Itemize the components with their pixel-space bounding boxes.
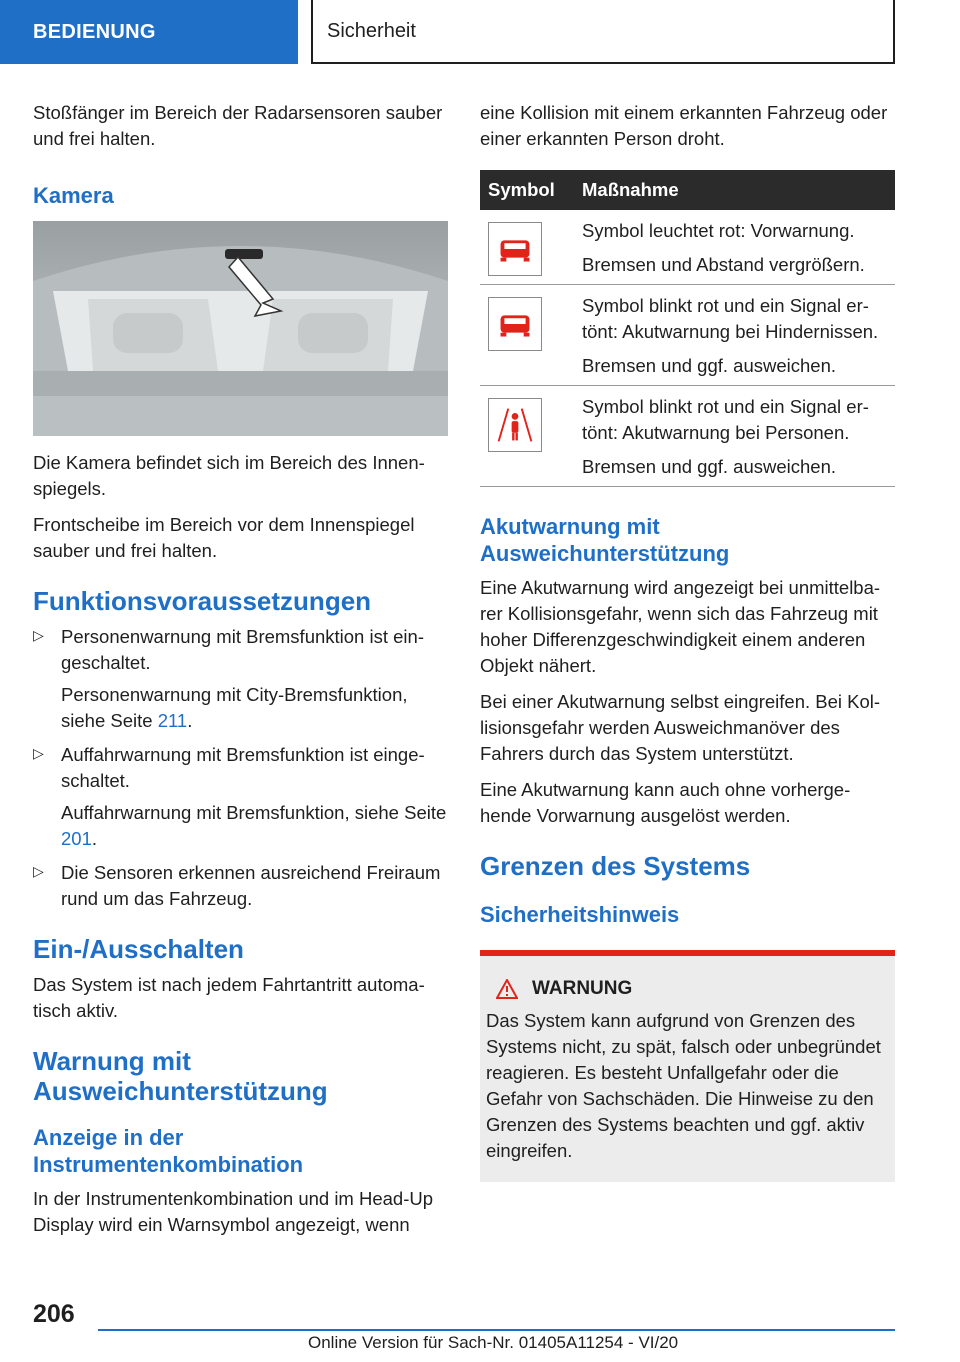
display-heading: Anzeige in der Instrumentenkombination — [33, 1125, 304, 1177]
warning-title-row — [486, 978, 885, 1000]
camera-text-2: Frontscheibe im Bereich vor dem Innenspiegel sauber und frei halten. — [33, 514, 415, 561]
warning-title: WARNUNG — [532, 978, 633, 999]
bullet-1-ref: Personenwarnung mit City-Bremsfunktion, siehe Seite 211. — [61, 684, 408, 731]
list-item — [33, 860, 448, 912]
warning-box — [480, 950, 895, 1182]
list-item — [33, 742, 448, 852]
left-column — [33, 100, 448, 1248]
page-number: 206 — [33, 1300, 75, 1328]
warning-assist-heading: Warnung mit Ausweichunterstützung — [33, 1046, 328, 1106]
car-warning-icon — [488, 222, 542, 276]
prerequisites-list — [33, 624, 448, 912]
table-row — [480, 386, 895, 487]
row-2-line-1: Symbol blinkt rot und ein Signal ertönt: Akutwarnung bei Hindernissen. — [582, 295, 879, 342]
col-symbol: Symbol — [480, 170, 574, 210]
chapter-label: Sicherheit — [327, 19, 416, 42]
bullet-2-text: Auffahrwarnung mit Bremsfunktion ist eingeschaltet. — [61, 744, 425, 791]
warning-text: Das System kann aufgrund von Grenzen des Systems nicht, zu spät, falsch oder unbegründet reagieren. Es besteht Unfallgefahr oder die Gefahr von Sachschäden. Die Hinweise zu den Grenzen des Systems beachten und ggf. aktiv eingreifen. — [486, 1010, 881, 1161]
row-3-line-1: Symbol blinkt rot und ein Signal ertönt: Akutwarnung bei Personen. — [582, 396, 869, 443]
row-1-line-2: Bremsen und Abstand vergrößern. — [582, 254, 865, 275]
bullet-2-ref: Auffahrwarnung mit Bremsfunktion, siehe Seite 201. — [61, 802, 447, 849]
safety-heading: Sicherheitshinweis — [480, 902, 680, 927]
acute-text-1: Eine Akutwarnung wird angezeigt bei unmittelbarer Kollisionsgefahr, wenn sich das Fahrzeug mit hoher Differenzgeschwindigkeit einem anderen Objekt nähert. — [480, 577, 881, 676]
camera-photo — [33, 221, 448, 436]
display-text: In der Instrumentenkombination und im Head-Up Display wird ein Warnsymbol angezeigt, wenn — [33, 1188, 434, 1235]
section-label: BEDIENUNG — [33, 20, 156, 43]
onoff-text: Das System ist nach jedem Fahrtantritt automatisch aktiv. — [33, 974, 425, 1021]
bullet-3-text: Die Sensoren erkennen ausreichend Freiraum rund um das Fahrzeug. — [61, 862, 441, 909]
table-row — [480, 210, 895, 285]
triangle-bullet-icon: ▷ — [33, 863, 44, 879]
acute-text-2: Bei einer Akutwarnung selbst eingreifen. Bei Kollisionsgefahr werden Ausweichmanöver des Fahrers durch das System unterstützt. — [480, 691, 881, 764]
intro-text: Stoßfänger im Bereich der Radarsensoren sauber und frei halten. — [33, 102, 443, 149]
row-1-line-1: Symbol leuchtet rot: Vorwarnung. — [582, 220, 855, 241]
symbol-table — [480, 170, 895, 487]
chapter-tab[interactable] — [311, 0, 895, 64]
section-tab[interactable] — [0, 0, 298, 64]
table-row — [480, 285, 895, 386]
row-3-line-2: Bremsen und ggf. ausweichen. — [582, 456, 837, 477]
prerequisites-heading: Funktionsvoraussetzungen — [33, 586, 372, 616]
row-2-line-2: Bremsen und ggf. ausweichen. — [582, 355, 837, 376]
page-link-201[interactable]: 201 — [61, 828, 92, 849]
page-link-211[interactable]: 211 — [157, 710, 188, 731]
footer-version: Online Version für Sach-Nr. 01405A11254 - VI/20 — [308, 1333, 679, 1352]
table-header — [480, 170, 895, 210]
triangle-bullet-icon: ▷ — [33, 627, 44, 643]
warning-triangle-icon — [496, 979, 518, 999]
footer-divider — [98, 1329, 895, 1331]
car-warning-icon — [488, 297, 542, 351]
limits-heading: Grenzen des Systems — [480, 851, 751, 881]
bullet-1-text: Personenwarnung mit Bremsfunktion ist eingeschaltet. — [61, 626, 424, 673]
list-item — [33, 624, 448, 734]
acute-text-3: Eine Akutwarnung kann auch ohne vorhergehende Vorwarnung ausgelöst werden. — [480, 779, 851, 826]
col-action: Maßnahme — [574, 170, 895, 210]
camera-text-1: Die Kamera befindet sich im Bereich des Innenspiegels. — [33, 452, 425, 499]
triangle-bullet-icon: ▷ — [33, 745, 44, 761]
continued-text: eine Kollision mit einem erkannten Fahrzeug oder einer erkannten Person droht. — [480, 102, 888, 149]
camera-heading: Kamera — [33, 183, 114, 208]
right-column — [480, 100, 895, 1182]
acute-warning-heading: Akutwarnung mit Ausweichunterstützung — [480, 514, 730, 566]
onoff-heading: Ein-/Ausschalten — [33, 934, 244, 964]
pedestrian-warning-icon — [488, 398, 542, 452]
